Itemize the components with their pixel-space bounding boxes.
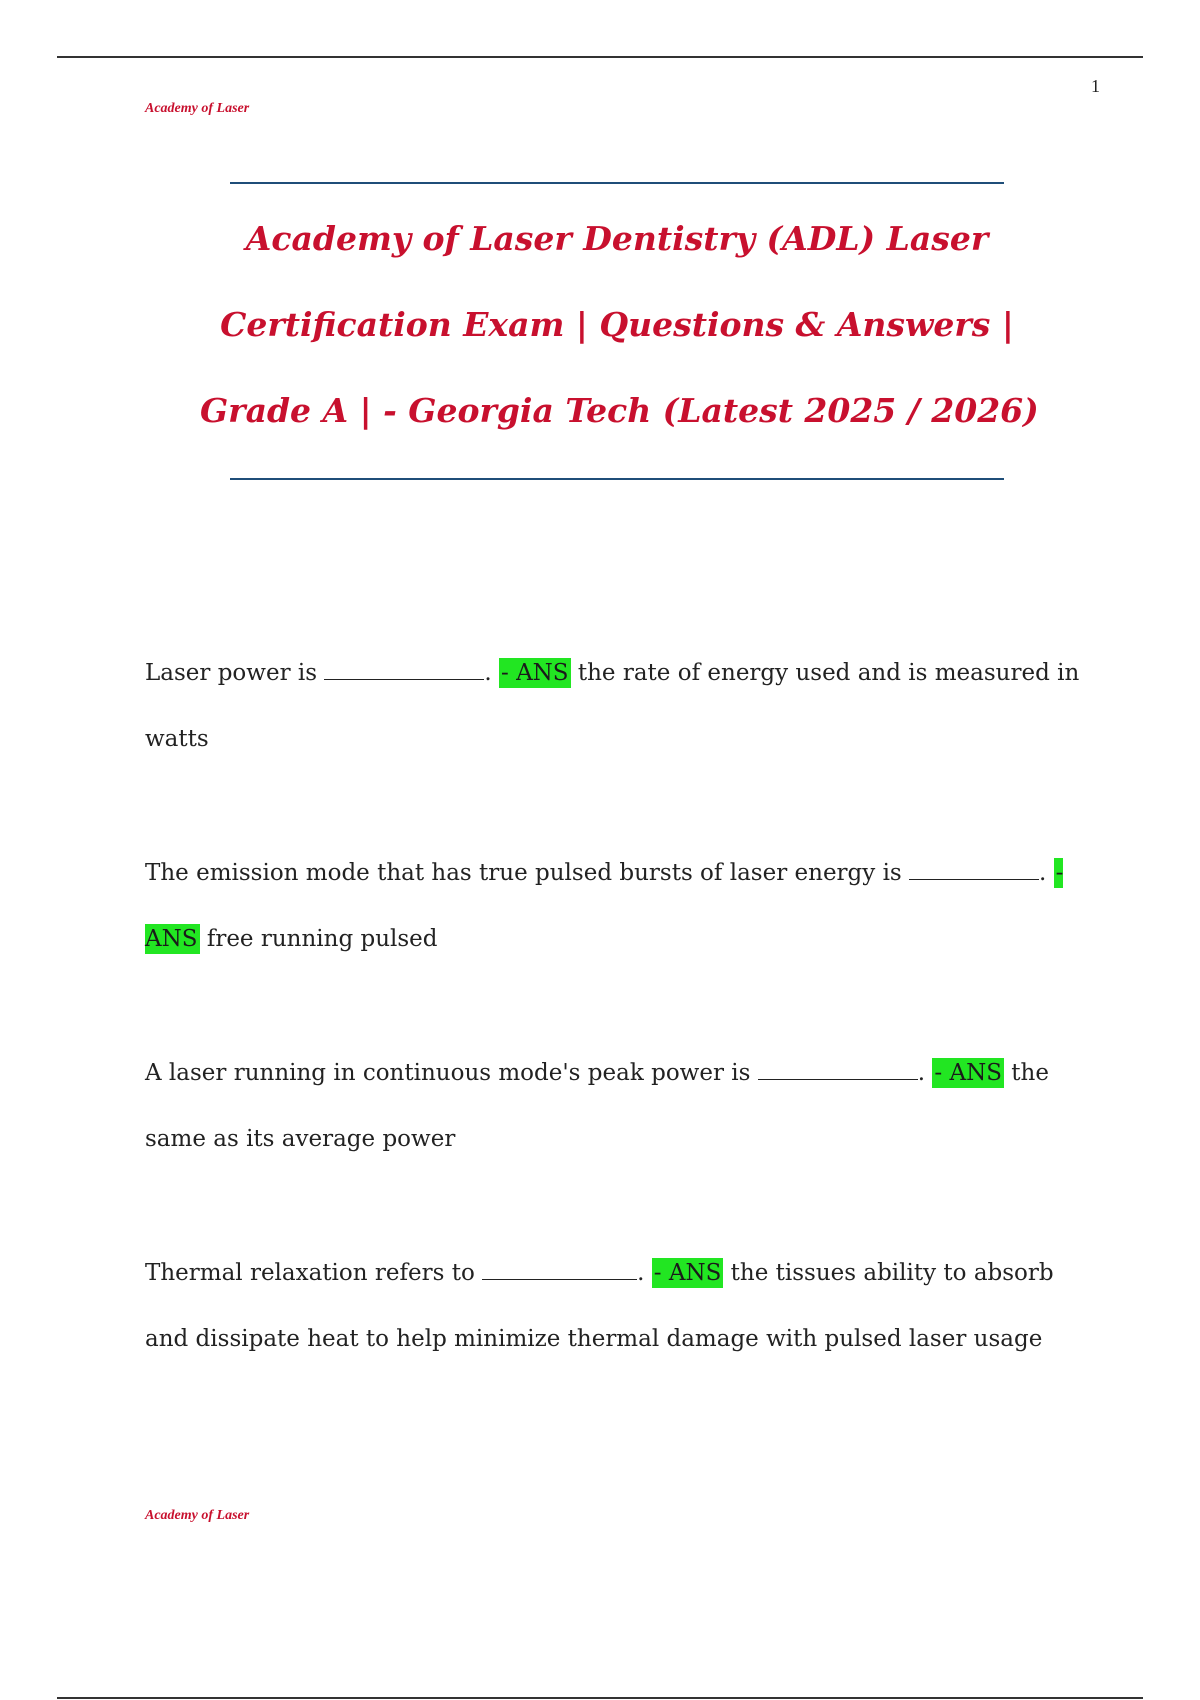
title-rule-upper: [230, 182, 1004, 184]
answer-blank: [758, 1059, 918, 1080]
title-rule-lower: [230, 478, 1004, 480]
document-title: [200, 196, 1039, 454]
answer-blank: [324, 659, 484, 680]
question-punct: .: [484, 660, 492, 686]
page-bottom-rule: [57, 1697, 1143, 1699]
title-line-3: Grade A | - Georgia Tech (Latest 2025 / 2026): [200, 391, 1039, 430]
qa-item: [145, 640, 1090, 772]
running-head-top: Academy of Laser: [145, 101, 250, 116]
answer-text: the same as its average power: [145, 1060, 1049, 1152]
answer-blank: [482, 1259, 637, 1280]
qa-item: [145, 1240, 1090, 1372]
ans-marker: - ANS: [145, 860, 1064, 952]
answer-text: the rate of energy used and is measured in watts: [145, 660, 1080, 752]
question-text: Thermal relaxation refers to: [145, 1260, 475, 1286]
page-number: 1: [1091, 76, 1100, 96]
question-punct: .: [1039, 860, 1047, 886]
running-head-bottom: Academy of Laser: [145, 1508, 250, 1523]
ans-marker: - ANS: [500, 660, 569, 686]
question-text: A laser running in continuous mode's peak power is: [145, 1060, 751, 1086]
title-line-2: Certification Exam | Questions & Answers |: [220, 305, 1014, 344]
qa-item: [145, 1040, 1090, 1172]
question-text: Laser power is: [145, 660, 318, 686]
question-text: The emission mode that has true pulsed bursts of laser energy is: [145, 860, 902, 886]
question-punct: .: [917, 1060, 926, 1086]
answer-text: free running pulsed: [206, 926, 438, 952]
qa-list: [145, 640, 1090, 1440]
title-line-1: Academy of Laser Dentistry (ADL) Laser: [245, 219, 989, 258]
ans-marker: - ANS: [653, 1260, 722, 1286]
qa-item: [145, 840, 1090, 972]
question-punct: .: [637, 1260, 645, 1286]
page-top-rule: [57, 56, 1143, 58]
answer-blank: [909, 859, 1039, 880]
answer-text: the tissues ability to absorb and dissipate heat to help minimize thermal damage with pulsed laser usage: [145, 1260, 1054, 1352]
ans-marker: - ANS: [934, 1060, 1002, 1086]
